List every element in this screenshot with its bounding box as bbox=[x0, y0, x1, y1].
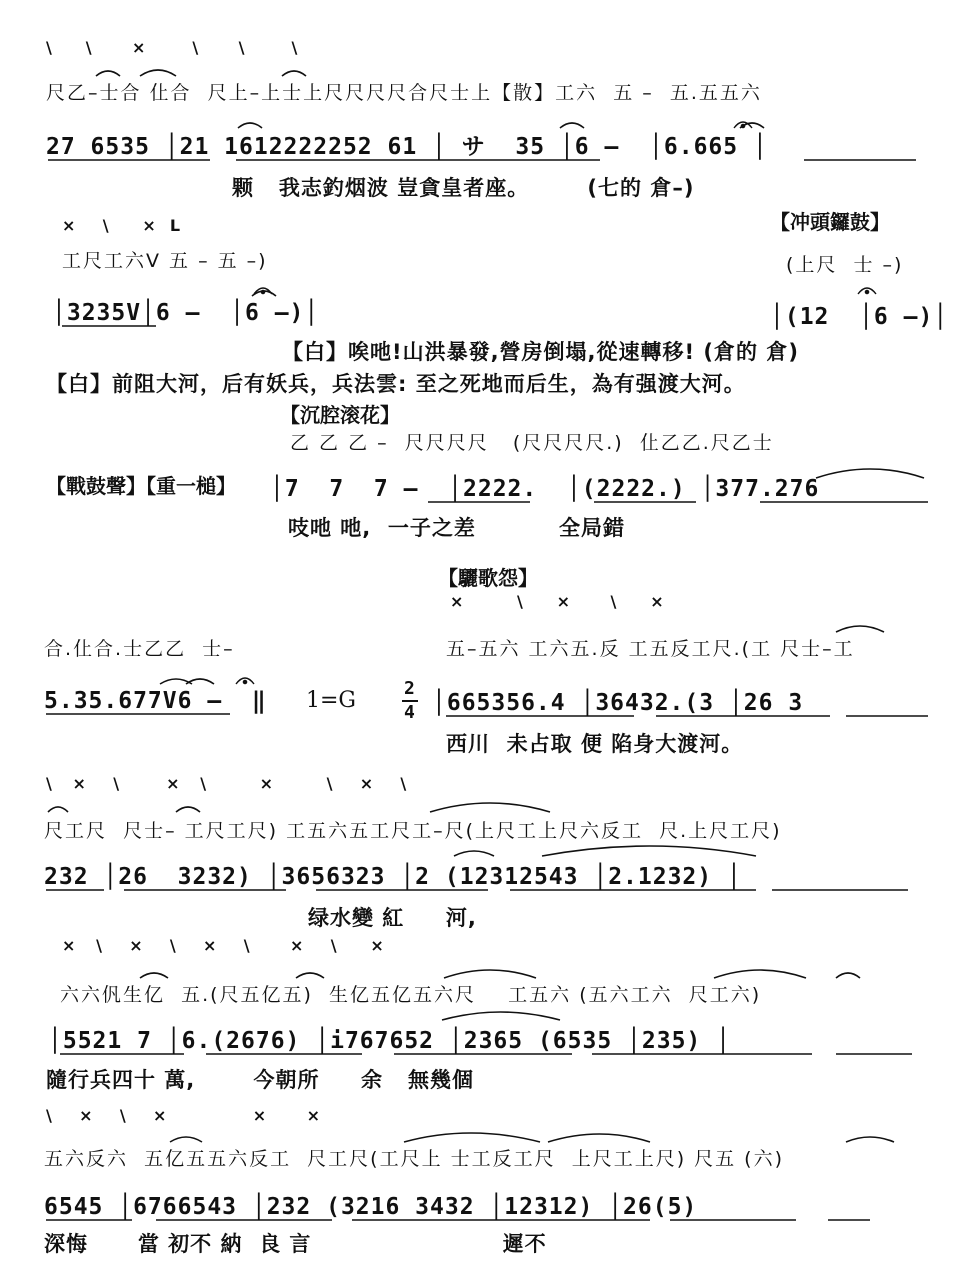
gongche-line: 尺工尺 尺士– 工尺工尺) 工五六五工尺工–尺(上尺工上尺六反工 尺.上尺工尺) bbox=[44, 820, 782, 842]
ornament-marks: × \ × L bbox=[62, 216, 182, 235]
time-signature-bottom: 4 bbox=[404, 702, 416, 723]
ornament-marks: × \ × \ × bbox=[450, 592, 665, 611]
time-signature-top: 2 bbox=[404, 678, 416, 699]
jianpu-line: │3235V│6 – │6 –)│ bbox=[52, 300, 320, 326]
lyrics-line: 西川 未占取 便 陷身大渡河。 bbox=[446, 732, 744, 756]
jianpu-line: │5521 7 │6.(2676) │i767652 │2365 (6535 │235) │ bbox=[48, 1028, 731, 1054]
jianpu-line: 232 │26 3232) │3656323 │2 (12312543 │2.1232) │ bbox=[44, 864, 742, 890]
spoken-line: 【白】前阻大河，后有妖兵，兵法雲: 至之死地而后生，為有强渡大河。 bbox=[46, 372, 746, 396]
section-title: 【冲頭鑼鼓】 bbox=[770, 210, 890, 234]
lyrics-line: 颗 我志釣烟波 豈貪皇者座。 (七的 倉–) bbox=[232, 176, 695, 200]
ornament-marks: \ \ × \ \ \ bbox=[46, 38, 299, 57]
lyrics-line: 深悔 當 初不 納 良 言 遲不 bbox=[44, 1232, 547, 1256]
lyrics-line: 吱吔 吔, 一子之差 全局錯 bbox=[288, 516, 626, 540]
key-signature: 1=G bbox=[306, 688, 357, 713]
ornament-marks: \ × \ × \ × \ × \ bbox=[46, 774, 408, 793]
gongche-line: 五–五六 工六五.反 工五反工尺.(工 尺士–工 bbox=[446, 638, 855, 660]
jianpu-line: 6545 │6766543 │232 (3216 3432 │12312) │26(5) bbox=[44, 1194, 698, 1220]
gongche-line: 乙 乙 乙 – 尺尺尺尺 (尺尺尺尺.) 仩乙乙.尺乙士 bbox=[290, 432, 774, 454]
jianpu-line-right: │(12 │6 –)│ bbox=[770, 304, 949, 330]
ornament-marks: \ × \ × × × bbox=[46, 1106, 321, 1125]
gongche-line: 工尺工六V 五 – 五 –) bbox=[62, 250, 268, 272]
gongche-line: 五六反六 五亿五五六反工 尺工尺(工尺上 士工反工尺 上尺工上尺) 尺五 (六) bbox=[44, 1148, 785, 1170]
ornament-marks: × \ × \ × \ × \ × bbox=[62, 936, 385, 955]
jianpu-line: 27 6535 │21 1612222252 61 │ サ 35 │6 – │6.665 │ bbox=[46, 134, 768, 160]
jianpu-line: │665356.4 │36432.(3 │26 3 bbox=[432, 690, 804, 716]
jianpu-line: │7 7 7 – │2222. │(2222.) │377.276 bbox=[270, 476, 820, 502]
gongche-line: 尺乙–士合 仩合 尺上–上士上尺尺尺尺合尺士上【散】工六 五 – 五.五五六 bbox=[46, 82, 762, 104]
jianpu-line-left: 5.35.677V6 – ‖ bbox=[44, 688, 267, 714]
section-title: 【沉腔滚花】 bbox=[280, 403, 400, 427]
percussion-label: 【戰鼓聲】【重一槌】 bbox=[46, 474, 236, 498]
section-title: 【驪歌怨】 bbox=[438, 566, 538, 590]
lyrics-line: 隨行兵四十 萬, 今朝所 余 無幾個 bbox=[46, 1068, 474, 1092]
gongche-line: 六六𠆩生亿 五.(尺五亿五) 生亿五亿五六尺 工五六 (五六工六 尺工六) bbox=[60, 984, 762, 1006]
gongche-line-left: 合.仩合.士乙乙 士– bbox=[44, 638, 235, 660]
gongche-line-right: (上尺 士 –) bbox=[786, 254, 904, 276]
lyrics-line: 绿水變 紅 河, bbox=[308, 906, 477, 930]
spoken-line: 【白】唉吔!山洪暴發,營房倒塌,從速轉移! (倉的 倉) bbox=[282, 340, 799, 364]
